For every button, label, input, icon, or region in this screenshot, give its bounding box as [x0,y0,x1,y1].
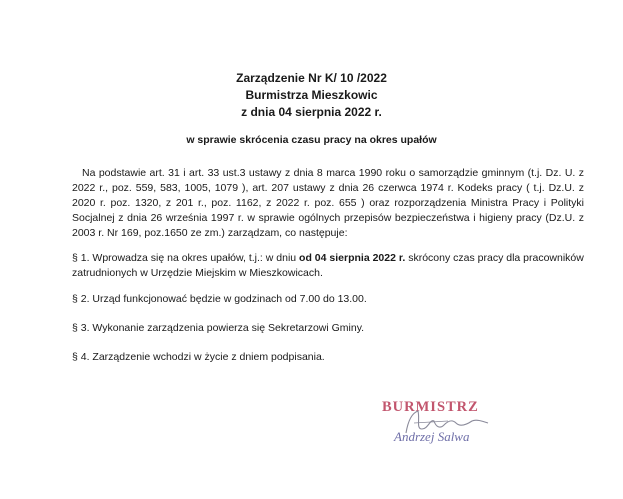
paragraph-2: § 2. Urząd funkcjonować będzie w godzinach od 7.00 do 13.00. [72,293,367,305]
issue-date: z dnia 04 sierpnia 2022 r. [241,105,382,119]
stamp-name: Andrzej Salwa [394,429,470,444]
mayor-stamp [378,399,528,449]
paragraph-1 [72,251,584,281]
document-subject: w sprawie skrócenia czasu pracy na okres upałów [186,134,437,146]
issuer: Burmistrza Mieszkowic [245,88,378,102]
stamp-title: BURMISTRZ [382,399,479,415]
document-title: Zarządzenie Nr K/ 10 /2022 [236,71,387,85]
legal-basis-paragraph: Na podstawie art. 31 i art. 33 ust.3 ustawy z dnia 8 marca 1990 roku o samorządzie gminnym (t.j. Dz. U. z 2022 r., poz. 559, 583, 1005, 1079 ), art. 207 ustawy z dnia 26 czerwca 1974 r. Kodeks pracy ( t.j. Dz.U. z 2020 r. poz. 1320, z 201 r., poz. 1162, z 2022 r. poz. 655 ) oraz rozporządzenia Ministra Pracy i Polityki Socjalnej z dnia 26 września 1997 r. w sprawie ogólnych przepisów bezpieczeństwa i higieny pracy (Dz.U. z 2003 r. Nr 169, poz.1650 ze zm.) zarządzam, co następuje: [72,167,584,239]
paragraph-4: § 4. Zarządzenie wchodzi w życie z dniem podpisania. [72,351,325,363]
document-header [0,70,623,121]
paragraph-1-text-start: § 1. Wprowadza się na okres upałów, t.j.: w dniu [72,252,300,264]
paragraph-1-date: od 04 sierpnia 2022 r. [299,252,406,264]
paragraph-3: § 3. Wykonanie zarządzenia powierza się Sekretarzowi Gminy. [72,322,365,334]
paragraph-1-text-end: skrócony czas pracy dla pracowników zatrudnionych w Urzędzie Miejskim w Mieszkowicach. [72,252,584,279]
